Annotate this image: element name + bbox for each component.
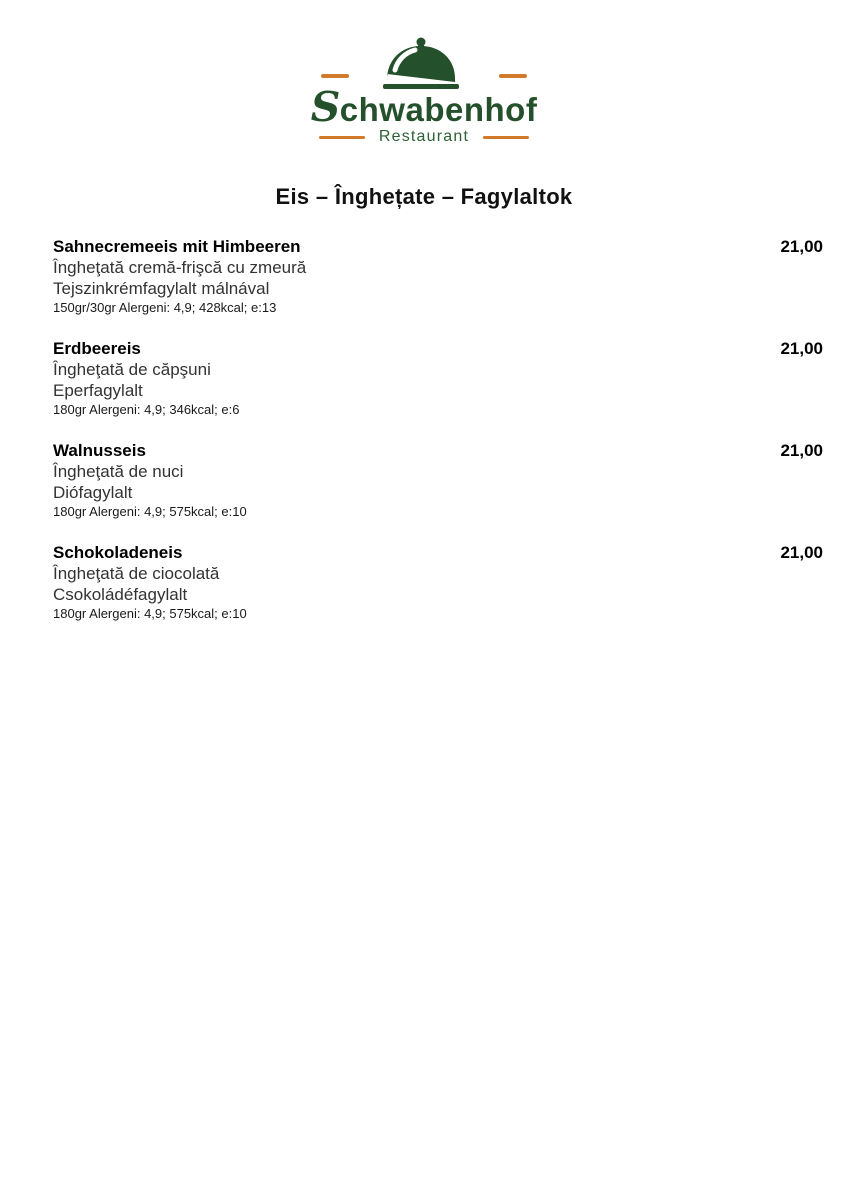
item-name-de: Walnusseis <box>53 441 146 460</box>
restaurant-subtitle-row <box>319 128 529 146</box>
menu-list <box>53 236 823 623</box>
item-name-hu: Diófagylalt <box>53 483 133 502</box>
item-header <box>53 338 823 359</box>
orange-dash-right <box>483 136 529 139</box>
item-price: 21,00 <box>780 441 823 460</box>
item-allergen-info: 180gr Alergeni: 4,9; 346kcal; e:6 <box>53 402 240 417</box>
item-name-hu: Csokoládéfagylalt <box>53 585 188 604</box>
orange-dash-left <box>319 136 365 139</box>
item-name-ro: Îngheţată de nuci <box>53 462 184 481</box>
item-header <box>53 440 823 461</box>
cloche-icon <box>321 36 527 90</box>
item-name-de: Schokoladeneis <box>53 543 183 562</box>
item-allergen-info: 180gr Alergeni: 4,9; 575kcal; e:10 <box>53 606 247 621</box>
restaurant-logo <box>0 0 848 146</box>
item-name-hu: Tejszinkrémfagylalt málnával <box>53 279 270 298</box>
item-header <box>53 542 823 563</box>
brand-initial: S <box>310 83 341 131</box>
item-name-hu: Eperfagylalt <box>53 381 143 400</box>
menu-item-erdbeereis <box>53 338 823 419</box>
item-header <box>53 236 823 257</box>
item-name-ro: Îngheţată de căpşuni <box>53 360 211 379</box>
item-name-de: Sahnecremeeis mit Himbeeren <box>53 237 301 256</box>
item-price: 21,00 <box>780 237 823 256</box>
section-title: Eis – Înghețate – Fagylaltok <box>275 184 573 209</box>
menu-item-walnusseis <box>53 440 823 521</box>
item-price: 21,00 <box>780 339 823 358</box>
menu-item-sahnecremeeis <box>53 236 823 317</box>
item-name-ro: Îngheţată cremă-frişcă cu zmeură <box>53 258 307 277</box>
item-allergen-info: 150gr/30gr Alergeni: 4,9; 428kcal; e:13 <box>53 300 277 315</box>
menu-item-schokoladeneis <box>53 542 823 623</box>
brand-name <box>310 83 538 131</box>
item-name-de: Erdbeereis <box>53 339 141 358</box>
item-name-ro: Îngheţată de ciocolată <box>53 564 220 583</box>
restaurant-subtitle: Restaurant <box>378 128 470 145</box>
brand-rest: chwabenhof <box>339 91 538 128</box>
item-allergen-info: 180gr Alergeni: 4,9; 575kcal; e:10 <box>53 504 247 519</box>
item-price: 21,00 <box>780 543 823 562</box>
